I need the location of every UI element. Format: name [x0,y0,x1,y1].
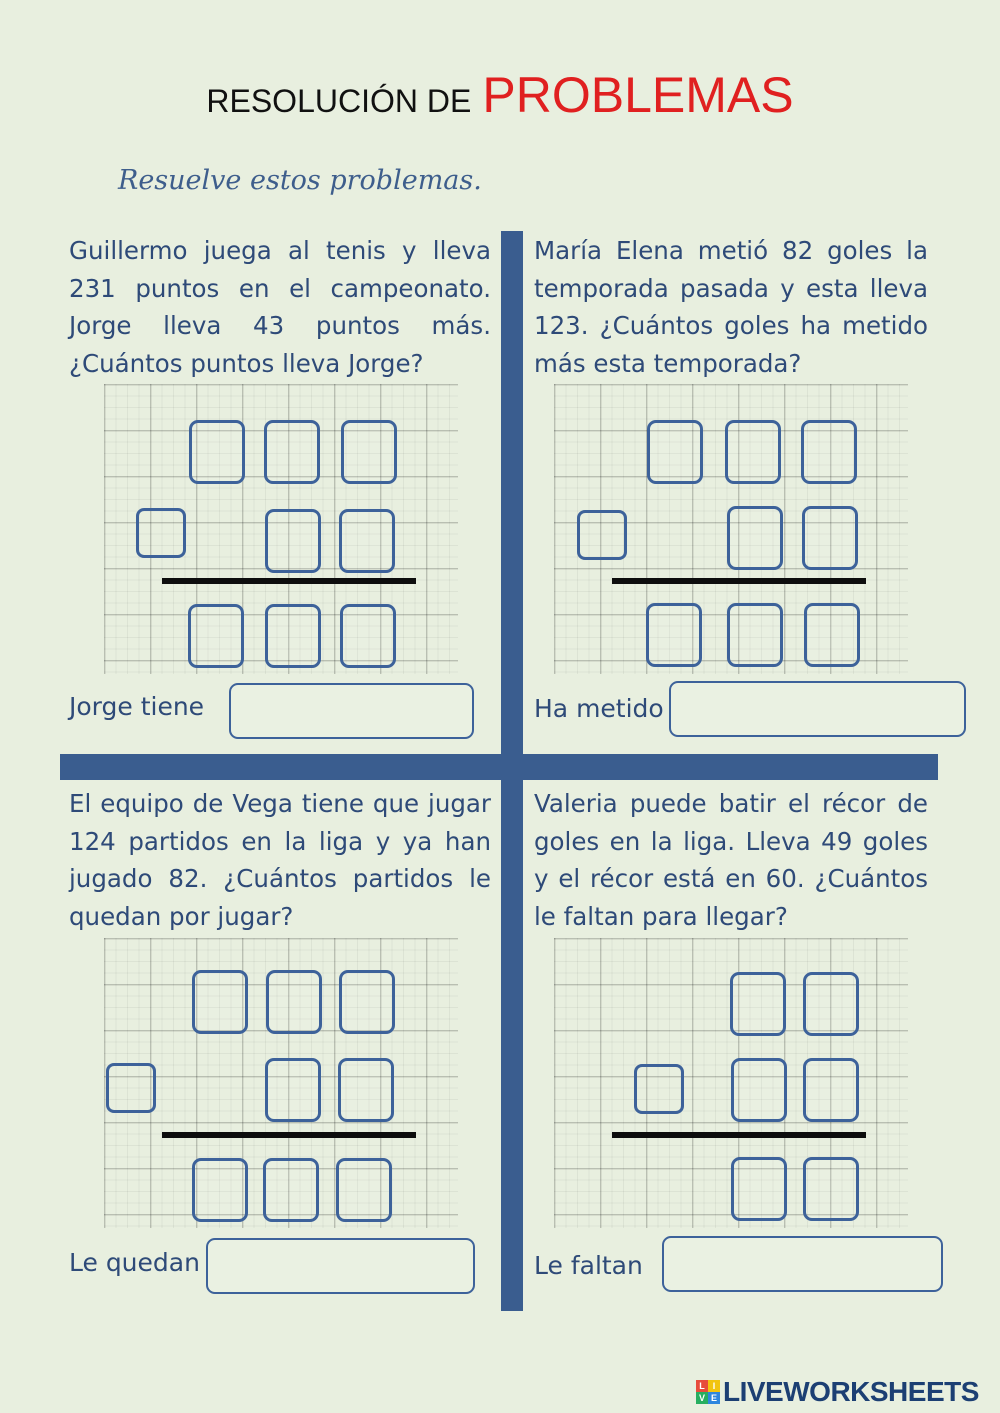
problem-4-operation-line [612,1132,866,1138]
problem-4-answer-label: Le faltan [534,1251,643,1280]
problem-1-answer-field[interactable] [229,683,474,739]
logo-mark-letter: L [696,1380,708,1392]
title [0,66,1000,124]
problem-1-box-r3-c3[interactable] [340,604,396,668]
problem-1-sign-box[interactable] [136,508,186,558]
problem-1-box-r1-c1[interactable] [189,420,245,484]
logo-text: LIVEWORKSHEETS [723,1376,979,1407]
title-part1: RESOLUCIÓN DE [206,83,472,119]
problem-2-box-r1-c3[interactable] [801,420,857,484]
problem-1-box-r3-c1[interactable] [188,604,244,668]
problem-2-box-r2-c3[interactable] [802,506,858,570]
problem-2-operation-line [612,578,866,584]
logo-mark-letter: E [708,1392,720,1404]
instruction: Resuelve estos problemas. [118,165,482,196]
problem-2-sign-box[interactable] [577,510,627,560]
problem-3-answer-label: Le quedan [69,1248,200,1277]
problem-1-box-r3-c2[interactable] [265,604,321,668]
problem-2-answer-label: Ha metido [534,694,664,723]
problem-4-box-r2-c2[interactable] [731,1058,787,1122]
logo-mark-letter: I [708,1380,720,1392]
problem-2-box-r3-c1[interactable] [646,603,702,667]
problem-3-box-r2-c2[interactable] [265,1058,321,1122]
problem-1-box-r1-c2[interactable] [264,420,320,484]
problem-3-box-r1-c2[interactable] [266,970,322,1034]
problem-4-text: Valeria puede batir el récor de goles en la liga. Lleva 49 goles y el récor está en 60. ¿Cuántos le faltan para llegar? [534,789,928,931]
liveworksheets-logo[interactable] [696,1376,979,1408]
problem-4-box-r3-c2[interactable] [731,1157,787,1221]
problem-3-box-r3-c1[interactable] [192,1158,248,1222]
problem-3-answer-field[interactable] [206,1238,475,1294]
problem-3-box-r2-c3[interactable] [338,1058,394,1122]
problem-3-box-r3-c2[interactable] [263,1158,319,1222]
problem-2-text: María Elena metió 82 goles la temporada pasada y esta lleva 123. ¿Cuántos goles ha metido más esta temporada? [534,236,928,378]
problem-2-box-r2-c2[interactable] [727,506,783,570]
problem-1-box-r2-c2[interactable] [265,509,321,573]
problem-2-answer-field[interactable] [669,681,966,737]
problem-1-operation-line [162,578,416,584]
problem-3-box-r3-c3[interactable] [336,1158,392,1222]
problem-4-box-r2-c3[interactable] [803,1058,859,1122]
problem-1-box-r1-c3[interactable] [341,420,397,484]
problem-3-text: El equipo de Vega tiene que jugar 124 partidos en la liga y ya han jugado 82. ¿Cuántos partidos le quedan por jugar? [69,789,491,931]
problem-2-box-r3-c2[interactable] [727,603,783,667]
logo-mark-icon [696,1380,720,1404]
problem-2-box-r3-c3[interactable] [804,603,860,667]
problem-3-operation-line [162,1132,416,1138]
problem-3-box-r1-c1[interactable] [192,970,248,1034]
title-part2: PROBLEMAS [482,67,794,123]
horizontal-divider [60,754,938,780]
problem-2-box-r1-c2[interactable] [725,420,781,484]
problem-4-box-r3-c3[interactable] [803,1157,859,1221]
problem-4-sign-box[interactable] [634,1064,684,1114]
logo-mark-letter: V [696,1392,708,1404]
problem-4-box-r1-c3[interactable] [803,972,859,1036]
problem-1-text: Guillermo juega al tenis y lleva 231 puntos en el campeonato. Jorge lleva 43 puntos más. ¿Cuántos puntos lleva Jorge? [69,236,491,378]
problem-4-box-r1-c2[interactable] [730,972,786,1036]
problem-1-box-r2-c3[interactable] [339,509,395,573]
problem-2-box-r1-c1[interactable] [647,420,703,484]
problem-4-answer-field[interactable] [662,1236,943,1292]
problem-3-box-r1-c3[interactable] [339,970,395,1034]
problem-3-sign-box[interactable] [106,1063,156,1113]
problem-1-answer-label: Jorge tiene [69,692,205,721]
